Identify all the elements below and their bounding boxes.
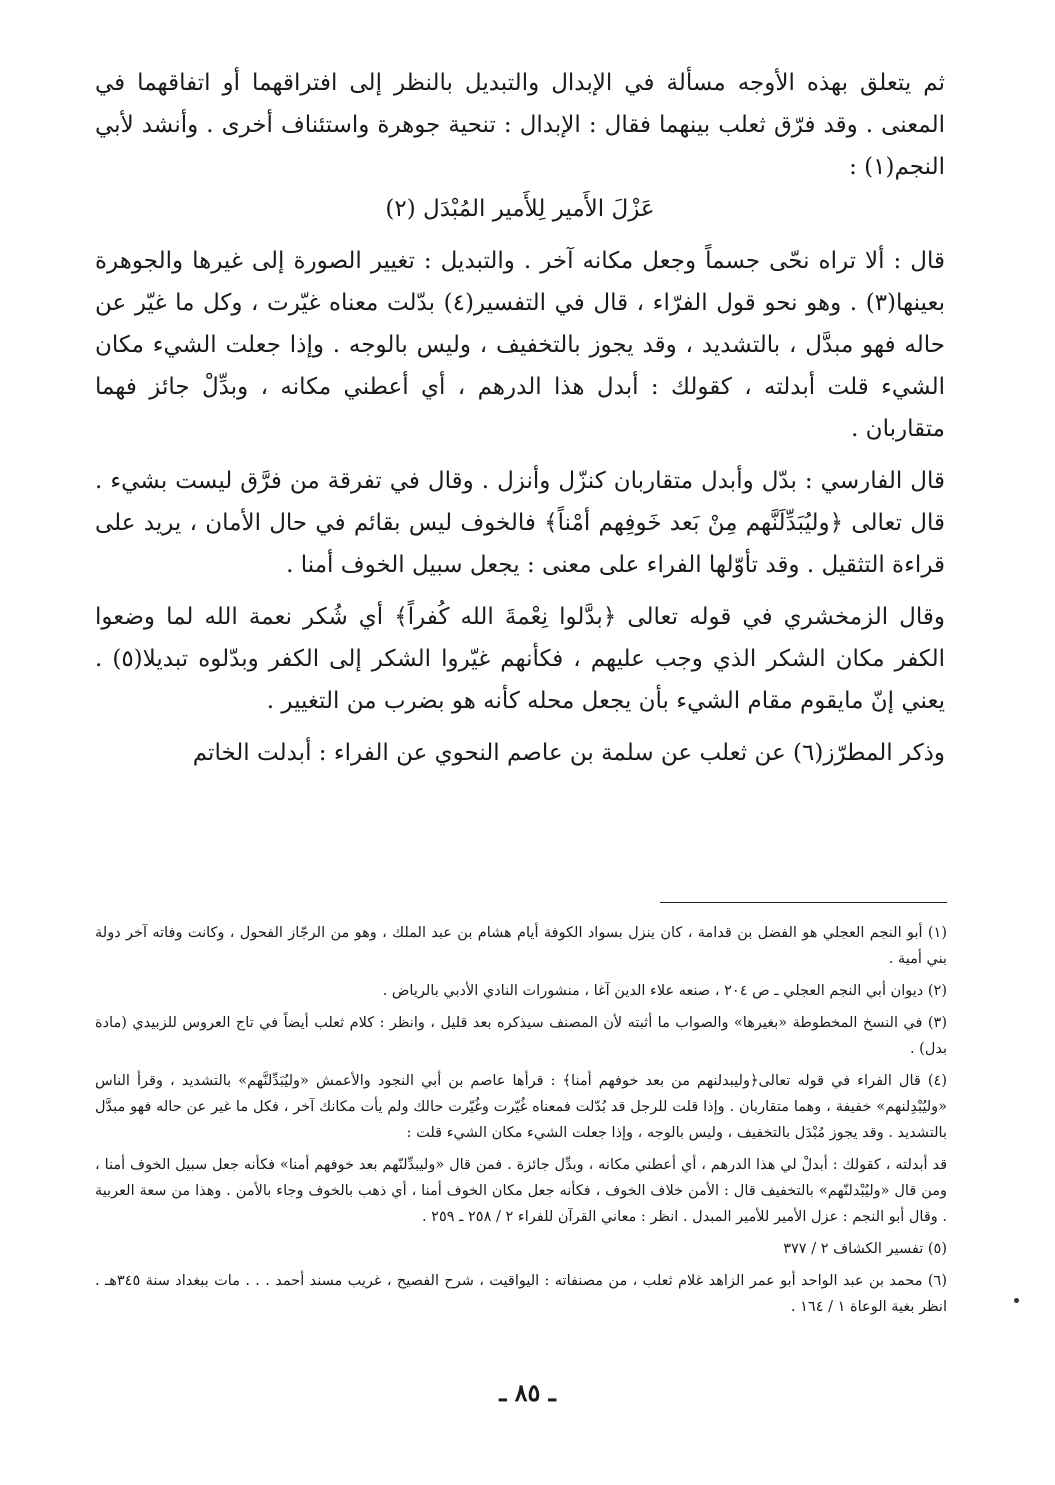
margin-dot — [1014, 1298, 1019, 1303]
footnote-4: (٤) قال الفراء في قوله تعالى﴿وليبدلنهم من بعد خوفهم أمنا﴾ : قرأها عاصم بن أبي النجود والأعمش «وليُبَدِّلنَّهم» بالتشديد ، وقرأ الناس «وليُبْدِلنهم» خفيفة ، وهما متقاربان . وإذا قلت للرجل قد بُدّلت فمعناه غُيّرت وغُيّرت حالك ولم يأت مكانك آخر ، فكل ما غير عن حاله فهو مبدَّل بالتشديد . وقد يجوز مُبْدَل بالتخفيف ، وليس بالوجه ، وإذا جعلت الشيء مكان الشيء قلت : — [95, 1073, 947, 1141]
footnote-1: (١) أبو النجم العجلي هو الفضل بن قدامة ، كان ينزل بسواد الكوفة أيام هشام بن عبد الملك ، وهو من الرجّاز الفحول ، وكانت وفاته آخر دولة بني أمية . — [95, 925, 947, 967]
paragraph-4: وقال الزمخشري في قوله تعالى ﴿بدَّلوا نِعْمةَ الله كُفراً﴾ أي شُكر نعمة الله لما وضعوا الكفر مكان الشكر الذي وجب عليهم ، فكأنهم غيّروا الشكر إلى الكفر وبدّلوه تبديلا(٥) . يعني إنّ مايقوم مقام الشيء بأن يجعل محله كأنه هو بضرب من التغيير . — [95, 604, 945, 714]
footnote-5: (٥) تفسير الكشاف ٢ / ٣٧٧ — [783, 1241, 947, 1257]
footnote-separator — [660, 902, 947, 903]
page-number: ـ ٨٥ ـ — [499, 1378, 556, 1407]
footnote-2: (٢) ديوان أبي النجم العجلي ـ ص ٢٠٤ ، صنعه علاء الدين آغا ، منشورات النادي الأدبي بالرياض . — [382, 983, 947, 999]
footnote-3: (٣) في النسخ المخطوطة «بغيرها» والصواب ما أثبته لأن المصنف سيذكره بعد قليل ، وانظر : كلام ثعلب أيضاً في تاج العروس للزبيدي (مادة بدل) . — [95, 1015, 947, 1057]
poetry-verse: عَزْلَ الأَمير لِلأَمير المُبْدَل (٢) — [385, 196, 655, 222]
paragraph-2: قال : ألا تراه نحّى جسماً وجعل مكانه آخر . والتبديل : تغيير الصورة إلى غيرها والجوهرة بعينها(٣) . وهو نحو قول الفرّاء ، قال في التفسير(٤) بدّلت معناه غيّرت ، وكل ما غيّر عن حاله فهو مبدَّل ، بالتشديد ، وقد يجوز بالتخفيف ، وليس بالوجه . وإذا جعلت الشيء مكان الشيء قلت أبدلته ، كقولك : أبدل هذا الدرهم ، أي أعطني مكانه ، وبدِّلْ جائز فهما متقاربان . — [95, 248, 945, 442]
footnote-6: (٦) محمد بن عبد الواحد أبو عمر الزاهد غلام ثعلب ، من مصنفاته : اليواقيت ، شرح الفصيح ، غريب مسند أحمد . . . مات ببغداد سنة ٣٤٥هـ . انظر بغية الوعاة ١ / ١٦٤ . — [95, 1273, 947, 1315]
paragraph-1: ثم يتعلق بهذه الأوجه مسألة في الإبدال والتبديل بالنظر إلى افتراقهما أو اتفاقهما في المعنى . وقد فرّق ثعلب بينهما فقال : الإبدال : تنحية جوهرة واستئناف أخرى . وأنشد لأبي النجم(١) : — [95, 70, 945, 180]
paragraph-3: قال الفارسي : بدّل وأبدل متقاربان كنزّل وأنزل . وقال في تفرقة من فرَّق ليست بشيء . قال تعالى ﴿وليُبَدِّلَنَّهم مِنْ بَعد خَوفِهم أمْناً﴾ فالخوف ليس بقائم في حال الأمان ، يريد على قراءة التثقيل . وقد تأوّلها الفراء على معنى : يجعل سبيل الخوف أمنا . — [95, 468, 945, 578]
main-text — [95, 62, 945, 774]
footnotes — [95, 920, 947, 1326]
paragraph-5: وذكر المطرّز(٦) عن ثعلب عن سلمة بن عاصم النحوي عن الفراء : أبدلت الخاتم — [192, 740, 945, 766]
footnote-4-continued: قد أبدلته ، كقولك : أبدلْ لي هذا الدرهم ، أي أعطني مكانه ، وبدِّل جائزة . فمن قال «وليبدِّلنّهم بعد خوفهم أمنا» فكأنه جعل سبيل الخوف أمنا ، ومن قال «وليُبْدلنّهم» بالتخفيف قال : الأمن خلاف الخوف ، فكأنه جعل مكان الخوف أمنا ، أي ذهب بالخوف وجاء بالأمن . وهذا من سعة العربية . وقال أبو النجم : عزل الأمير للأمير المبدل . انظر : معاني القرآن للفراء ٢ / ٢٥٨ ـ ٢٥٩ . — [95, 1157, 947, 1225]
